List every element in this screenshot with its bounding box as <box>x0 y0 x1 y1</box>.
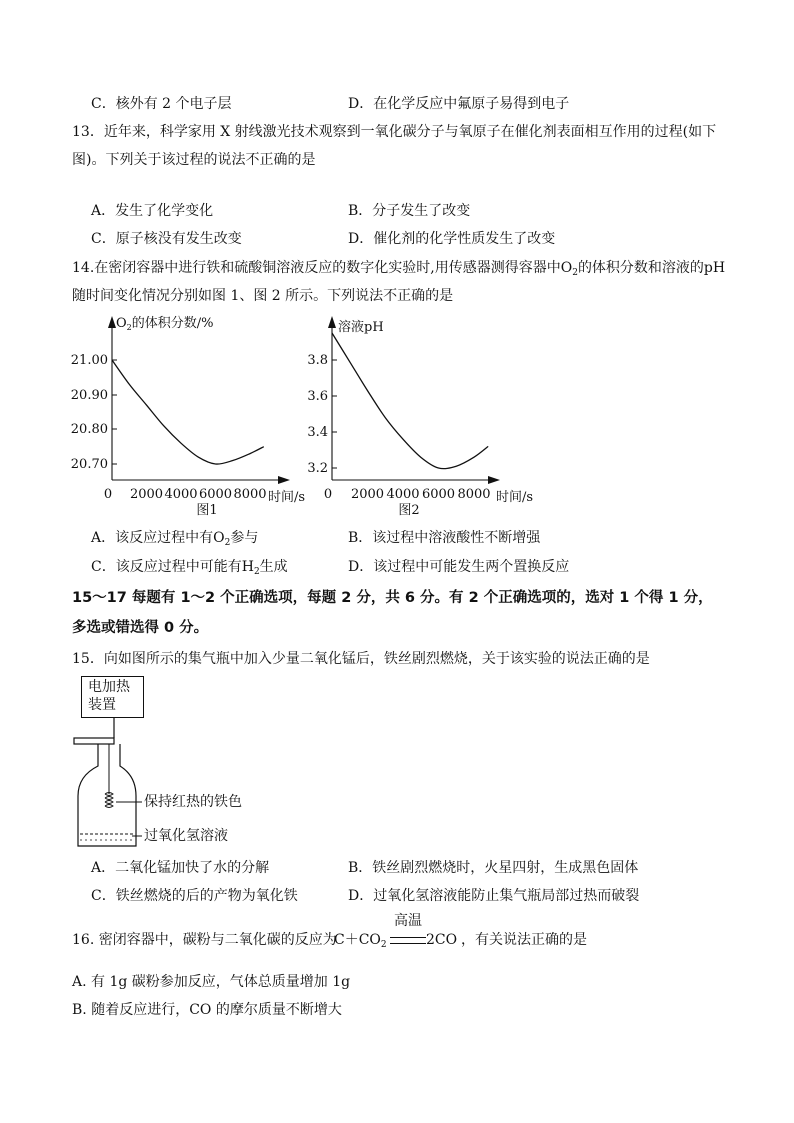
q14-option-c: C．该反应过程中可能有$H_2$生成 <box>91 559 288 577</box>
chart2-xlabel: 时间/s <box>496 490 534 505</box>
q14-stem-text-b: 的体积分数和溶液的pH <box>577 260 726 276</box>
q14-option-d: D．该过程中可能发生两个置换反应 <box>348 559 570 575</box>
chart2-series-line <box>332 333 488 469</box>
q15-option-b: B．铁丝剧烈燃烧时，火星四射，生成黑色固体 <box>348 860 639 876</box>
chart1-y-tick-label: 20.80 <box>70 422 108 437</box>
heating-device-label-1: 电加热 <box>88 679 130 695</box>
chart1-y-axis-arrow <box>108 316 116 328</box>
q14-stem-o2: $O_2$ <box>560 260 578 278</box>
q13-stem-line1: 13．近年来，科学家用 X 射线激光技术观察到一氧化碳分子与氧原子在催化剂表面相互作用的过程(如下 <box>72 124 717 140</box>
section-note-line2: 多选或错选得 0 分。 <box>72 620 209 636</box>
chart2-y-axis-arrow <box>328 316 336 328</box>
chart1-ylabel: $O_2$的体积分数/% <box>116 316 214 332</box>
section-note-line1: 15～17 每题有 1～2 个正确选项，每题 2 分，共 6 分。有 2 个正确选项的，选对 1 个得 1 分， <box>72 590 713 606</box>
chart1-caption: 图1 <box>196 503 218 518</box>
q14-stem-line2: 随时间变化情况分别如图 1、图 2 所示。下列说法不正确的是 <box>72 288 454 304</box>
chart2-x-origin-label: 0 <box>323 487 333 502</box>
q15-option-c: C．铁丝燃烧的后的产物为氧化铁 <box>91 888 298 904</box>
q16-option-a: A. 有 1g 碳粉参加反应，气体总质量增加 1g <box>72 974 351 990</box>
q13-option-d: D．催化剂的化学性质发生了改变 <box>348 231 556 247</box>
chart2-x-tick-label: 8000 <box>457 487 491 502</box>
chart1-x-tick-label: 4000 <box>164 487 198 502</box>
q16-stem-text-b: ，有关说法正确的是 <box>461 932 587 948</box>
chart2-x-axis-arrow <box>488 476 500 484</box>
q14-option-a: A．该反应过程中有$O_2$参与 <box>91 530 259 548</box>
chart2-y-tick-label: 3.6 <box>307 389 328 404</box>
chart2-y-tick-label: 3.8 <box>307 353 328 368</box>
q14-stem-text-a: 14.在密闭容器中进行铁和硫酸铜溶液反应的数字化实验时,用传感器测得容器中 <box>72 260 561 276</box>
q16-equation-right: 2CO <box>426 932 458 948</box>
q16-equation-left: $C+CO_2$ <box>334 932 387 950</box>
chart1-x-tick-label: 8000 <box>233 487 267 502</box>
apparatus-diagram <box>70 676 330 856</box>
chart-figure-1 <box>66 308 306 518</box>
chart1-x-tick-label: 6000 <box>198 487 233 502</box>
q12-option-d: D．在化学反应中氟原子易得到电子 <box>348 96 570 112</box>
solution-label: 过氧化氢溶液 <box>144 828 228 844</box>
q16-equation-equals <box>390 937 426 944</box>
q15-stem: 15．向如图所示的集气瓶中加入少量二氧化锰后，铁丝剧烈燃烧，关于该实验的说法正确的是 <box>72 651 650 667</box>
q14-stem-line1 <box>72 258 725 283</box>
chart1-x-axis-arrow <box>278 476 290 484</box>
chart1-y-tick-label: 21.00 <box>70 353 108 368</box>
chart2-y-tick-label: 3.4 <box>307 425 328 440</box>
q13-stem-line2: 图)。下列关于该过程的说法不正确的是 <box>72 152 316 168</box>
chart1-series-line <box>112 360 264 464</box>
chart2-x-tick-label: 6000 <box>421 487 456 502</box>
iron-wire-label: 保持红热的铁色 <box>144 794 242 810</box>
q16-stem-text-a: 16. 密闭容器中，碳粉与二氧化碳的反应为 <box>72 932 337 948</box>
chart2-y-tick-label: 3.2 <box>307 461 328 476</box>
chart1-x-origin-label: 0 <box>103 487 113 502</box>
chart1-x-tick-label: 2000 <box>129 487 164 502</box>
chart2-x-tick-label: 4000 <box>386 487 420 502</box>
chart1-y-tick-label: 20.90 <box>70 388 108 403</box>
q15-option-d: D．过氧化氢溶液能防止集气瓶局部过热而破裂 <box>348 888 640 904</box>
chart2-x-tick-label: 2000 <box>350 487 385 502</box>
chart2-caption: 图2 <box>398 503 420 518</box>
q14-option-b: B．该过程中溶液酸性不断增强 <box>348 530 541 546</box>
q13-option-b: B．分子发生了改变 <box>348 203 471 219</box>
q16-equation-condition: 高温 <box>394 913 422 929</box>
q13-option-a: A．发生了化学变化 <box>91 203 214 219</box>
chart1-y-tick-label: 20.70 <box>70 457 108 472</box>
chart1-xlabel: 时间/s <box>268 490 306 505</box>
q12-option-c: C．核外有 2 个电子层 <box>91 96 232 112</box>
chart-figure-2 <box>296 308 534 518</box>
heating-device-label-2: 装置 <box>88 697 116 713</box>
chart2-ylabel: 溶液pH <box>338 320 384 335</box>
q13-option-c: C．原子核没有发生改变 <box>91 231 242 247</box>
q15-option-a: A．二氧化锰加快了水的分解 <box>91 860 270 876</box>
q16-option-b: B. 随着反应进行，CO 的摩尔质量不断增大 <box>72 1002 342 1018</box>
